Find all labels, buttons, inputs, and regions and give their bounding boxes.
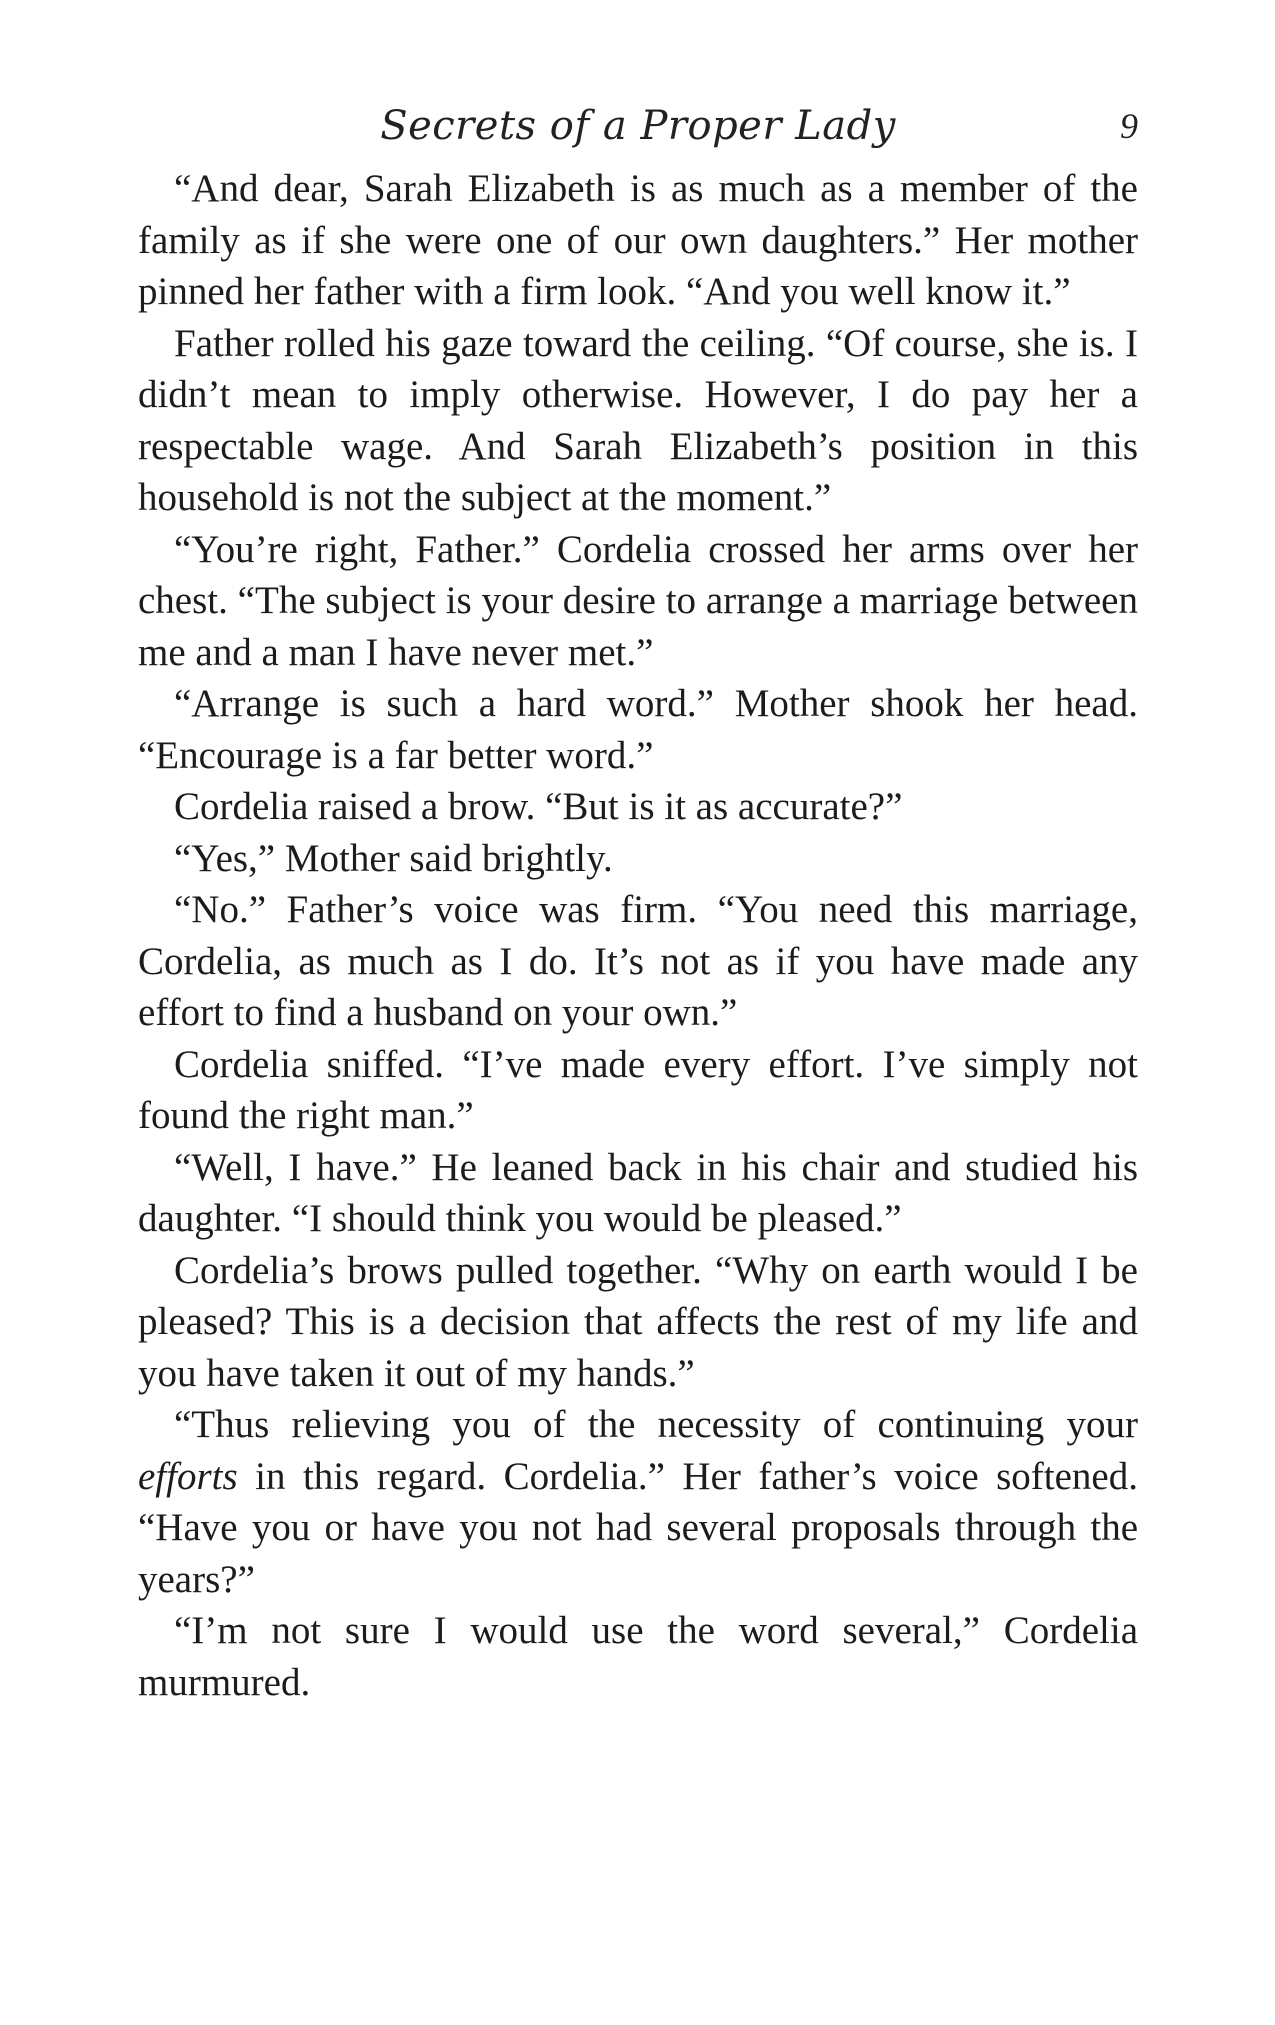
paragraph: “I’m not sure I would use the word several,” Cordelia murmured. [138,1609,1138,1704]
paragraph: Cordelia sniffed. “I’ve made every effort. I’ve simply not found the right man.” [138,1042,1138,1137]
paragraph: “Yes,” Mother said brightly. [174,836,613,880]
running-head [138,96,1138,156]
paragraph: “And dear, Sarah Elizabeth is as much as a member of the family as if she were one of our own daughters.” Her mother pinned her father with a firm look. “And you well know it.” [138,167,1138,313]
paragraph: “You’re right, Father.” Cordelia crossed her arms over her chest. “The subject is your desire to arrange a marriage between me and a man I have never met.” [138,527,1138,674]
paragraph: “No.” Father’s voice was firm. “You need this marriage, Cordelia, as much as I do. It’s not as if you have made any effort to find a husband on your own.” [138,888,1138,1034]
book-title: Secrets of a Proper Lady [380,103,896,149]
paragraph-text-after: in this regard. Cordelia.” Her father’s voice softened. “Have you or have you not had several proposals through the years?” [138,1454,1138,1601]
paragraph: “Well, I have.” He leaned back in his chair and studied his daughter. “I should think you would be pleased.” [138,1145,1138,1240]
paragraph: Father rolled his gaze toward the ceiling. “Of course, she is. I didn’t mean to imply otherwise. However, I do pay her a respectable wage. And Sarah Elizabeth’s position in this household is not the subject at the moment.” [138,321,1138,519]
page-number: 9 [1120,106,1138,146]
paragraph: “Arrange is such a hard word.” Mother shook her head. “Encourage is a far better word.” [138,682,1138,777]
paragraph-with-italic [138,1399,1138,1605]
italic-word: efforts [138,1454,238,1498]
paragraph: Cordelia raised a brow. “But is it as accurate?” [174,785,903,828]
paragraph-text-before: “Thus relieving you of the necessity of continuing your [174,1403,1138,1446]
paragraph: Cordelia’s brows pulled together. “Why on earth would I be pleased? This is a decision that affects the rest of my life and you have taken it out of my hands.” [138,1248,1138,1395]
body-text [138,163,1138,1708]
